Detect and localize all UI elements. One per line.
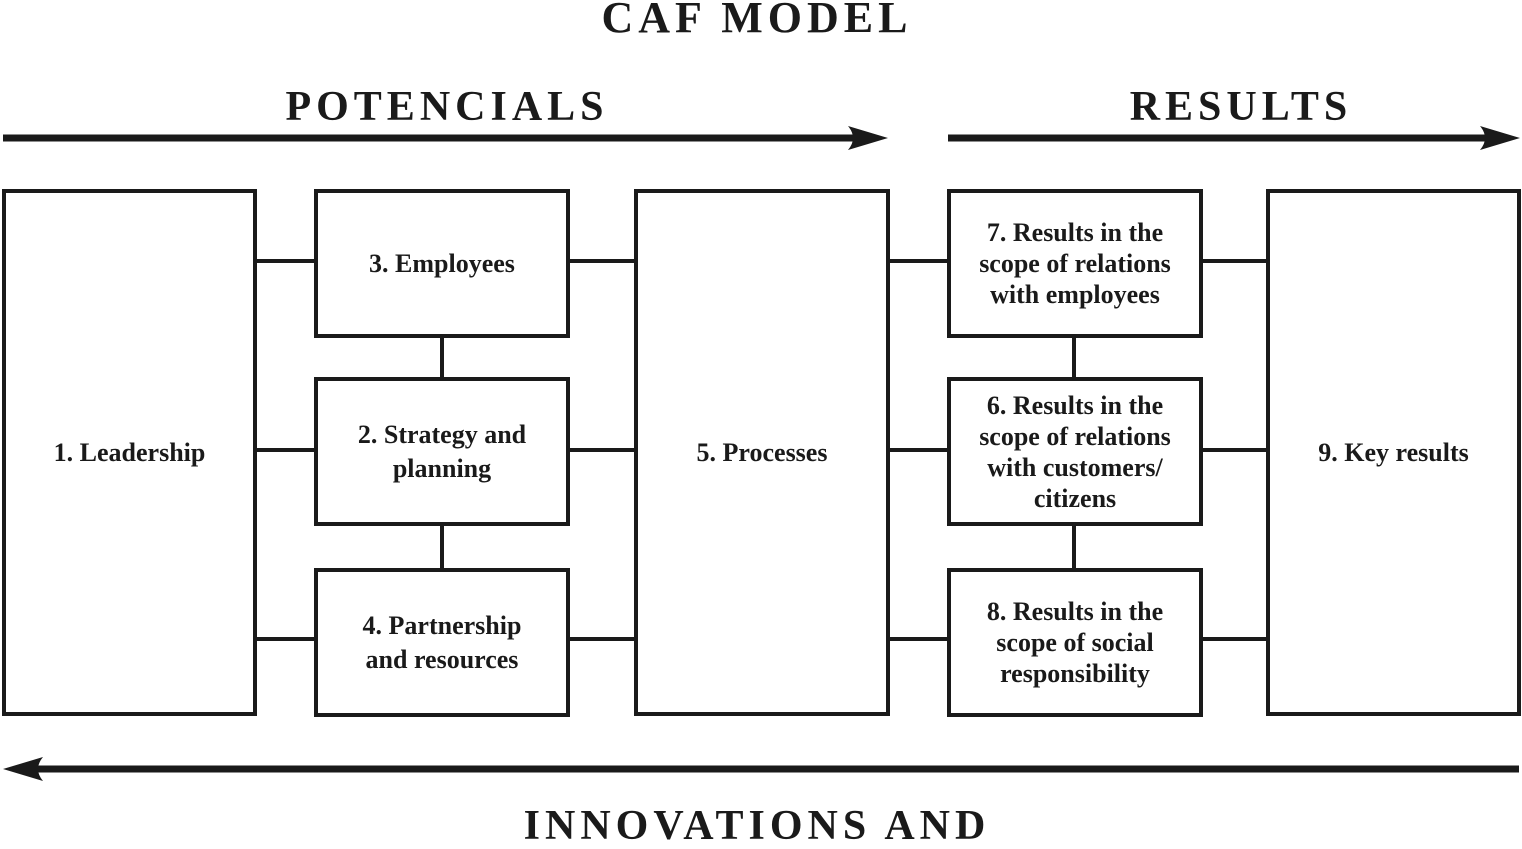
connector bbox=[888, 448, 949, 452]
box-results-social-label: 8. Results in the scope of social responsibility bbox=[986, 597, 1164, 688]
connector bbox=[568, 637, 636, 641]
connector bbox=[1072, 335, 1076, 380]
box-processes bbox=[634, 189, 890, 716]
connector bbox=[440, 523, 444, 571]
connector bbox=[255, 637, 316, 641]
box-employees bbox=[314, 189, 570, 338]
innovations-label: INNOVATIONS AND bbox=[523, 803, 991, 849]
connector bbox=[568, 259, 636, 263]
connector bbox=[1200, 259, 1268, 263]
innovations-arrow bbox=[3, 757, 1519, 781]
connector bbox=[1200, 448, 1268, 452]
box-strategy-label: 2. Strategy and planning bbox=[357, 419, 527, 483]
connector bbox=[255, 259, 316, 263]
box-results-employees-label: 7. Results in the scope of relations with employees bbox=[979, 218, 1171, 309]
box-key-results bbox=[1266, 189, 1521, 716]
box-employees-label: 3. Employees bbox=[369, 249, 515, 278]
box-results-social bbox=[947, 568, 1203, 717]
box-leadership-label: 1. Leadership bbox=[53, 438, 206, 467]
results-label: RESULTS bbox=[1129, 84, 1353, 130]
box-results-employees bbox=[947, 189, 1203, 338]
box-partnership bbox=[314, 568, 570, 717]
connector bbox=[568, 448, 636, 452]
box-processes-label: 5. Processes bbox=[696, 438, 828, 467]
connector bbox=[888, 259, 949, 263]
results-arrow bbox=[948, 126, 1520, 150]
connector bbox=[1072, 523, 1076, 571]
box-results-customers-label: 6. Results in the scope of relations with customers/ citizens bbox=[979, 390, 1171, 513]
box-strategy bbox=[314, 377, 570, 526]
box-leadership bbox=[2, 189, 257, 716]
connector bbox=[440, 335, 444, 380]
connector bbox=[1200, 637, 1268, 641]
box-results-customers bbox=[947, 377, 1203, 526]
potencials-label: POTENCIALS bbox=[285, 84, 609, 130]
diagram-title: CAF MODEL bbox=[601, 0, 913, 42]
potencials-arrow bbox=[3, 126, 888, 150]
box-partnership-label: 4. Partnership and resources bbox=[362, 610, 522, 674]
connector bbox=[255, 448, 316, 452]
connector bbox=[888, 637, 949, 641]
box-key-results-label: 9. Key results bbox=[1318, 438, 1469, 467]
